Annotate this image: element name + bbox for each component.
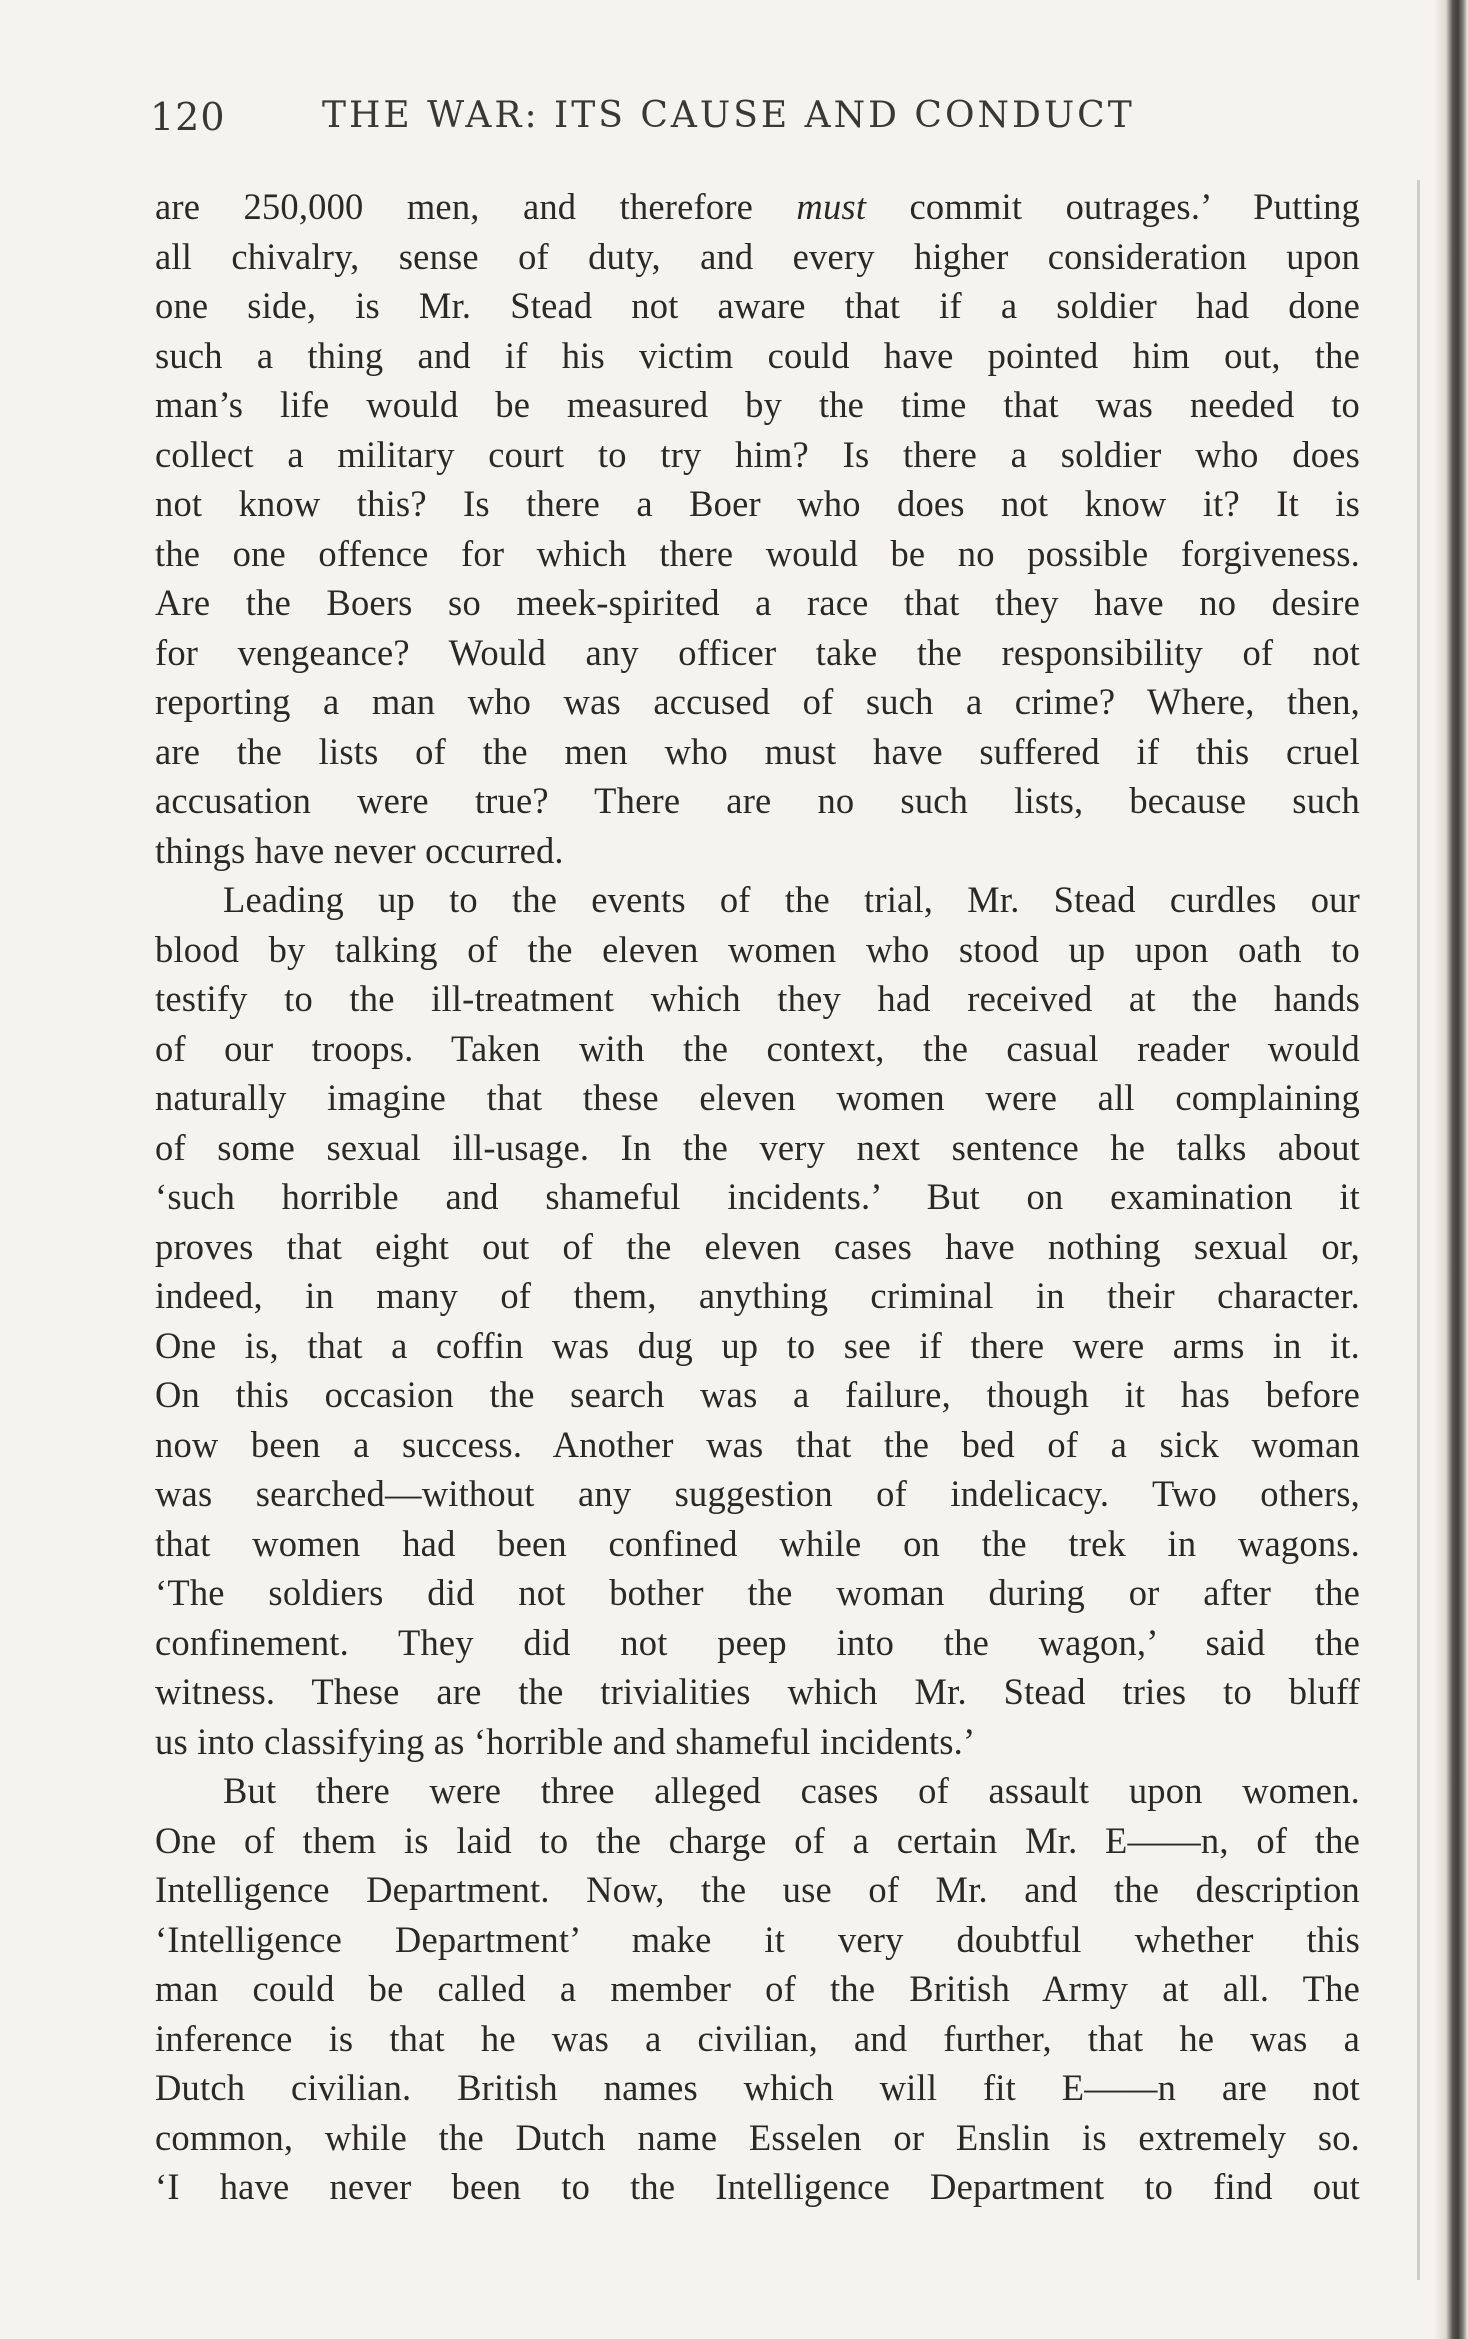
text-line: [155, 182, 1360, 232]
text-line: all chivalry, sense of duty, and every higher consideration upon: [155, 235, 1360, 277]
book-binding-edge: [1434, 0, 1468, 2339]
body-text: [155, 182, 1360, 2212]
text-line: of our troops. Taken with the context, the casual reader would: [155, 1027, 1360, 1069]
text-line: ‘such horrible and shameful incidents.’ But on examination it: [155, 1176, 1360, 1217]
text-line: things have never occurred.: [155, 829, 564, 871]
text-line: ‘Intelligence Department’ make it very doubtful whether this: [155, 1918, 1360, 1960]
text-line: On this occasion the search was a failure, though it has before: [155, 1374, 1360, 1415]
text-line: inference is that he was a civilian, and further, that he was a: [155, 2017, 1360, 2059]
running-head: THE WAR: ITS CAUSE AND CONDUCT: [322, 95, 1135, 136]
text-line: that women had been confined while on the trek in wagons.: [155, 1522, 1360, 1564]
text-segment: commit outrages.’ Putting: [866, 186, 1360, 227]
text-line: confinement. They did not peep into the wagon,’ said the: [155, 1621, 1360, 1663]
page-number: 120: [150, 95, 226, 139]
text-line: Are the Boers so meek-spirited a race that they have no desire: [155, 582, 1360, 623]
text-line: now been a success. Another was that the bed of a sick woman: [155, 1423, 1360, 1465]
text-line: of some sexual ill-usage. In the very next sentence he talks about: [155, 1126, 1360, 1168]
text-line: us into classifying as ‘horrible and shameful incidents.’: [155, 1720, 976, 1762]
text-segment: are 250,000 men, and therefore: [155, 186, 797, 227]
text-line: testify to the ill-treatment which they had received at the hands: [155, 978, 1360, 1019]
text-line: Intelligence Department. Now, the use of Mr. and the description: [155, 1869, 1360, 1910]
text-line: one side, is Mr. Stead not aware that if a soldier had done: [155, 285, 1360, 326]
binding-shadow: [1417, 180, 1420, 2280]
text-line: common, while the Dutch name Esselen or Enslin is extremely so.: [155, 2116, 1360, 2158]
text-line: the one offence for which there would be no possible forgiveness.: [155, 532, 1360, 574]
text-line: Dutch civilian. British names which will fit E——n are not: [155, 2067, 1360, 2108]
text-line: such a thing and if his victim could have pointed him out, the: [155, 334, 1360, 376]
text-line: man’s life would be measured by the time that was needed to: [155, 384, 1360, 425]
text-line: accusation were true? There are no such lists, because such: [155, 780, 1360, 821]
text-line: for vengeance? Would any officer take the responsibility of not: [155, 631, 1360, 673]
text-line: man could be called a member of the British Army at all. The: [155, 1968, 1360, 2009]
text-line: But there were three alleged cases of assault upon women.: [223, 1770, 1360, 1811]
text-line: was searched—without any suggestion of indelicacy. Two others,: [155, 1473, 1360, 1514]
text-line: blood by talking of the eleven women who stood up upon oath to: [155, 928, 1360, 970]
text-line: proves that eight out of the eleven cases have nothing sexual or,: [155, 1225, 1360, 1267]
text-line: collect a military court to try him? Is there a soldier who does: [155, 433, 1360, 475]
text-line: are the lists of the men who must have suffered if this cruel: [155, 730, 1360, 772]
text-line: reporting a man who was accused of such a crime? Where, then,: [155, 681, 1360, 722]
text-line: One is, that a coffin was dug up to see if there were arms in it.: [155, 1324, 1360, 1366]
text-line: indeed, in many of them, anything criminal in their character.: [155, 1275, 1360, 1316]
text-line: ‘I have never been to the Intelligence Department to find out: [155, 2166, 1360, 2207]
emphasized-word: must: [796, 186, 867, 227]
text-line: Leading up to the events of the trial, Mr. Stead curdles our: [223, 879, 1360, 920]
text-line: ‘The soldiers did not bother the woman during or after the: [155, 1572, 1360, 1613]
text-line: witness. These are the trivialities which Mr. Stead tries to bluff: [155, 1671, 1360, 1712]
text-line: not know this? Is there a Boer who does not know it? It is: [155, 483, 1360, 524]
page-header: [150, 95, 1190, 155]
text-line: naturally imagine that these eleven women were all complaining: [155, 1077, 1360, 1118]
text-line: One of them is laid to the charge of a certain Mr. E——n, of the: [155, 1819, 1360, 1861]
